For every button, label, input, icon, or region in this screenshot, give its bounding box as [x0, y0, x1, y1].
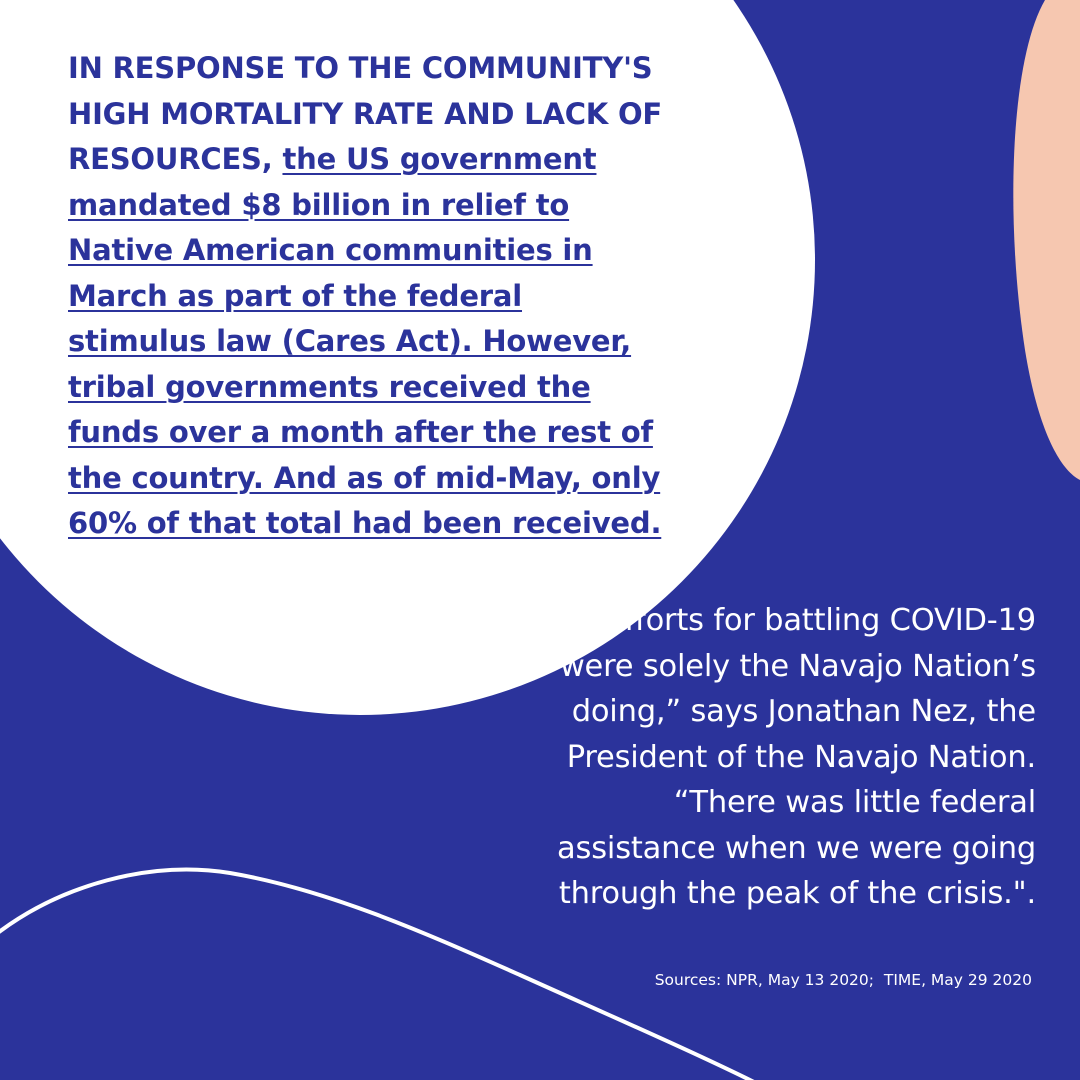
peach-blob-shape — [1013, 0, 1080, 480]
lead-paragraph — [68, 46, 668, 547]
nez-quote: “The efforts for battling COVID-19 were solely the Navajo Nation’s doing,” says Jonathan Nez, the President of the Navajo Nation. “There was little federal assistance when we were going through the peak of the crisis.". — [524, 603, 1036, 911]
lead-intro-caps: IN RESPONSE TO THE COMMUNITY'S HIGH MORTALITY RATE AND LACK OF RESOURCES, — [68, 51, 663, 176]
lead-linked-text[interactable]: the US government mandated $8 billion in relief to Native American communities in March as part of the federal stimulus law (Cares Act). However, tribal governments received the funds over a month after the rest of the country. And as of mid-May, only 60% of that total had been received. — [68, 142, 662, 540]
sources-line: Sources: NPR, May 13 2020; TIME, May 29 2020 — [654, 971, 1032, 989]
